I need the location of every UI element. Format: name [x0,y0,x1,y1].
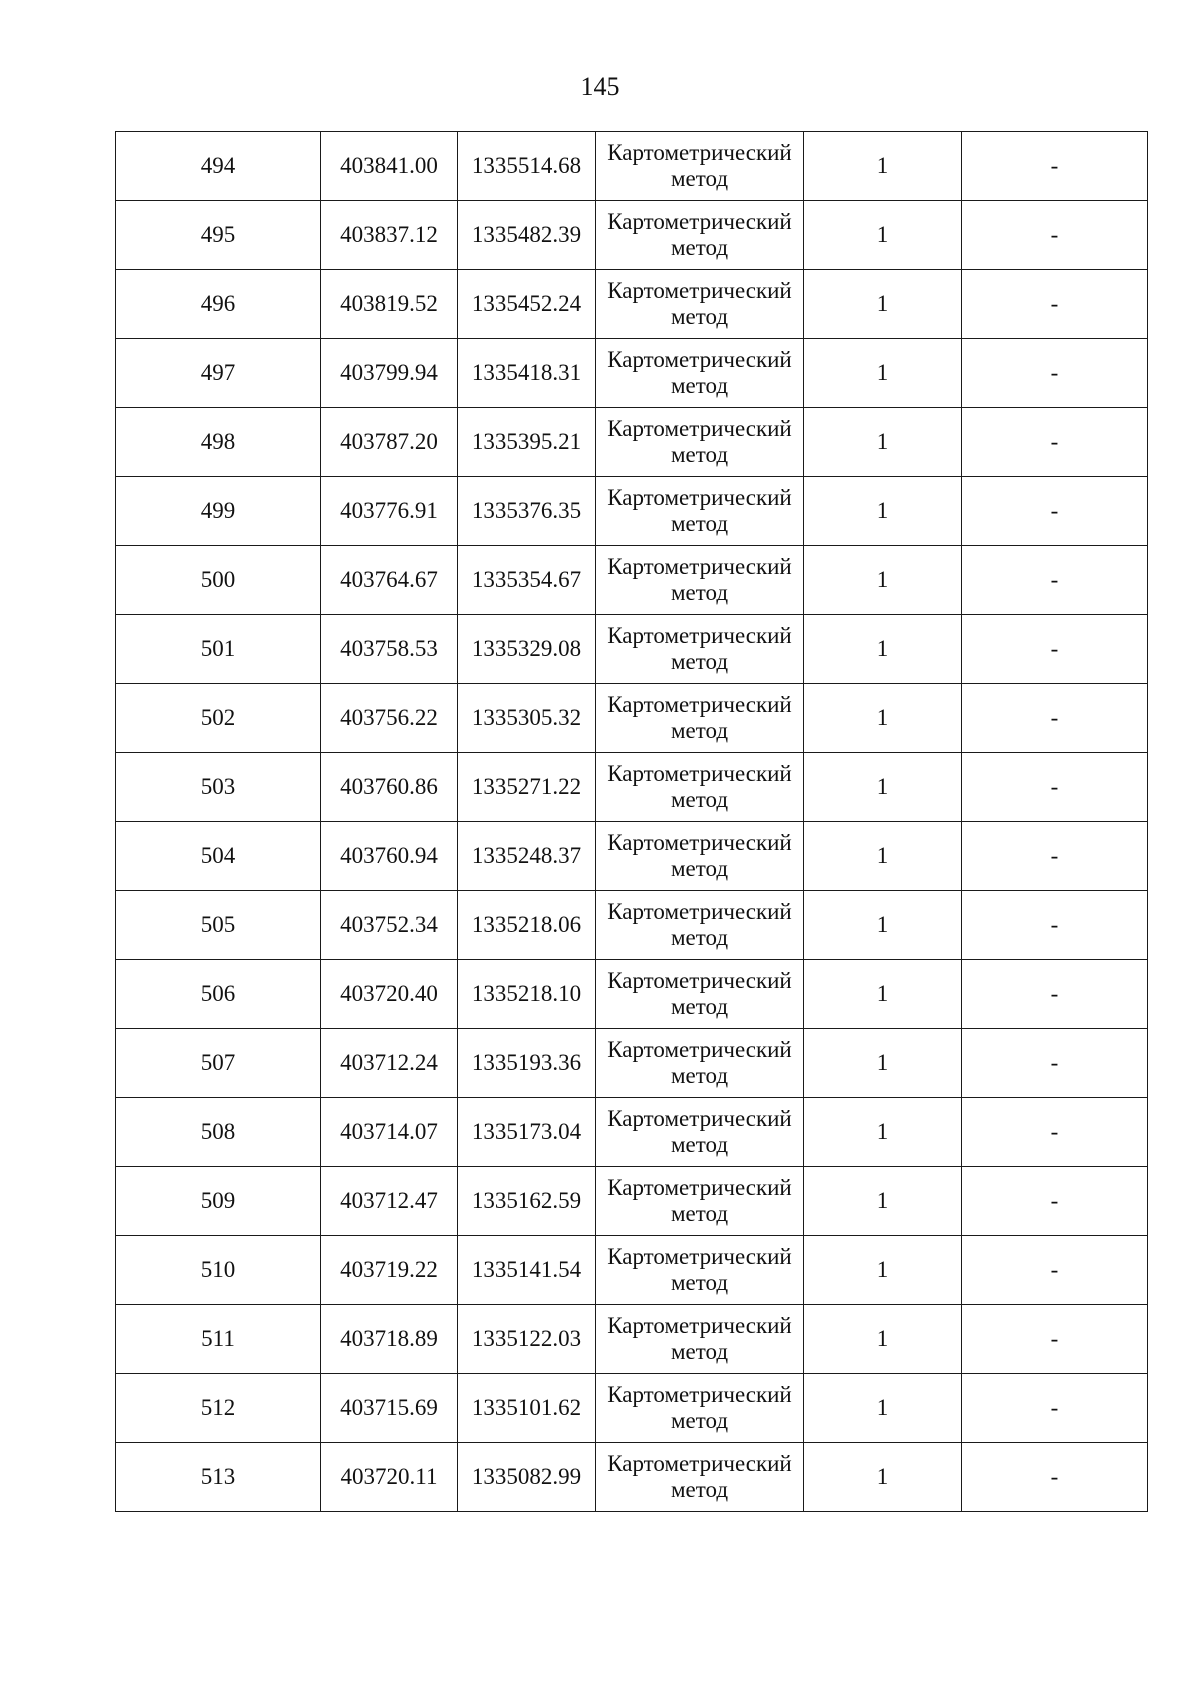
method-line-2: метод [670,235,729,260]
method-cell [596,1305,804,1374]
x-coordinate-cell: 403720.40 [321,960,458,1029]
y-coordinate-cell: 1335514.68 [458,132,596,201]
table-row [116,960,1148,1029]
point-number-cell: 500 [116,546,321,615]
x-coordinate-cell: 403760.86 [321,753,458,822]
table-row [116,753,1148,822]
method-cell [596,684,804,753]
point-number-cell: 497 [116,339,321,408]
point-number-cell: 508 [116,1098,321,1167]
x-coordinate-cell: 403718.89 [321,1305,458,1374]
method-cell [596,201,804,270]
accuracy-cell: 1 [804,1374,962,1443]
accuracy-cell: 1 [804,477,962,546]
table-row [116,1167,1148,1236]
x-coordinate-cell: 403837.12 [321,201,458,270]
point-number-cell: 499 [116,477,321,546]
note-cell: - [962,1029,1148,1098]
method-line-2: метод [670,511,729,536]
method-line-2: метод [670,1063,729,1088]
point-number-cell: 502 [116,684,321,753]
accuracy-cell: 1 [804,960,962,1029]
method-line-2: метод [670,1201,729,1226]
accuracy-cell: 1 [804,822,962,891]
method-line-2: метод [670,1132,729,1157]
table-row [116,1443,1148,1512]
method-line-1: Картометрический [607,278,792,303]
method-line-1: Картометрический [607,1037,792,1062]
y-coordinate-cell: 1335173.04 [458,1098,596,1167]
method-line-1: Картометрический [607,209,792,234]
method-cell [596,1098,804,1167]
note-cell: - [962,132,1148,201]
point-number-cell: 513 [116,1443,321,1512]
note-cell: - [962,1305,1148,1374]
table-row [116,270,1148,339]
table-row [116,132,1148,201]
table-row [116,477,1148,546]
method-line-1: Картометрический [607,416,792,441]
x-coordinate-cell: 403799.94 [321,339,458,408]
method-cell [596,408,804,477]
coordinates-table-body [116,132,1148,1512]
method-cell [596,753,804,822]
accuracy-cell: 1 [804,753,962,822]
method-cell [596,1167,804,1236]
y-coordinate-cell: 1335248.37 [458,822,596,891]
method-line-1: Картометрический [607,1175,792,1200]
method-cell [596,1236,804,1305]
note-cell: - [962,270,1148,339]
method-cell [596,1374,804,1443]
note-cell: - [962,891,1148,960]
method-line-2: метод [670,1339,729,1364]
accuracy-cell: 1 [804,408,962,477]
method-cell [596,615,804,684]
point-number-cell: 498 [116,408,321,477]
accuracy-cell: 1 [804,201,962,270]
method-line-2: метод [670,856,729,881]
x-coordinate-cell: 403758.53 [321,615,458,684]
method-line-1: Картометрический [607,1106,792,1131]
accuracy-cell: 1 [804,339,962,408]
method-line-2: метод [670,1477,729,1502]
method-line-1: Картометрический [607,623,792,648]
method-line-2: метод [670,994,729,1019]
y-coordinate-cell: 1335218.10 [458,960,596,1029]
note-cell: - [962,960,1148,1029]
accuracy-cell: 1 [804,891,962,960]
method-line-1: Картометрический [607,554,792,579]
method-line-1: Картометрический [607,347,792,372]
note-cell: - [962,1098,1148,1167]
method-line-2: метод [670,304,729,329]
accuracy-cell: 1 [804,1236,962,1305]
table-row [116,1236,1148,1305]
table-row [116,615,1148,684]
note-cell: - [962,408,1148,477]
x-coordinate-cell: 403764.67 [321,546,458,615]
point-number-cell: 494 [116,132,321,201]
method-line-1: Картометрический [607,968,792,993]
method-line-1: Картометрический [607,899,792,924]
note-cell: - [962,1167,1148,1236]
method-line-2: метод [670,1270,729,1295]
point-number-cell: 507 [116,1029,321,1098]
point-number-cell: 509 [116,1167,321,1236]
method-line-2: метод [670,442,729,467]
x-coordinate-cell: 403776.91 [321,477,458,546]
table-row [116,891,1148,960]
accuracy-cell: 1 [804,684,962,753]
point-number-cell: 505 [116,891,321,960]
method-line-2: метод [670,580,729,605]
point-number-cell: 496 [116,270,321,339]
y-coordinate-cell: 1335141.54 [458,1236,596,1305]
method-line-2: метод [670,787,729,812]
table-row [116,1098,1148,1167]
y-coordinate-cell: 1335354.67 [458,546,596,615]
accuracy-cell: 1 [804,1443,962,1512]
y-coordinate-cell: 1335418.31 [458,339,596,408]
method-line-1: Картометрический [607,1244,792,1269]
y-coordinate-cell: 1335376.35 [458,477,596,546]
method-line-1: Картометрический [607,1313,792,1338]
x-coordinate-cell: 403715.69 [321,1374,458,1443]
y-coordinate-cell: 1335101.62 [458,1374,596,1443]
accuracy-cell: 1 [804,1305,962,1374]
x-coordinate-cell: 403712.47 [321,1167,458,1236]
note-cell: - [962,1443,1148,1512]
note-cell: - [962,201,1148,270]
note-cell: - [962,477,1148,546]
y-coordinate-cell: 1335218.06 [458,891,596,960]
point-number-cell: 503 [116,753,321,822]
point-number-cell: 512 [116,1374,321,1443]
note-cell: - [962,546,1148,615]
y-coordinate-cell: 1335395.21 [458,408,596,477]
y-coordinate-cell: 1335305.32 [458,684,596,753]
accuracy-cell: 1 [804,1167,962,1236]
method-cell [596,822,804,891]
method-line-2: метод [670,718,729,743]
x-coordinate-cell: 403720.11 [321,1443,458,1512]
note-cell: - [962,753,1148,822]
table-row [116,684,1148,753]
method-line-1: Картометрический [607,485,792,510]
note-cell: - [962,1374,1148,1443]
x-coordinate-cell: 403756.22 [321,684,458,753]
point-number-cell: 501 [116,615,321,684]
method-cell [596,960,804,1029]
method-line-2: метод [670,1408,729,1433]
accuracy-cell: 1 [804,132,962,201]
method-line-1: Картометрический [607,1451,792,1476]
y-coordinate-cell: 1335122.03 [458,1305,596,1374]
x-coordinate-cell: 403752.34 [321,891,458,960]
accuracy-cell: 1 [804,546,962,615]
y-coordinate-cell: 1335162.59 [458,1167,596,1236]
method-line-1: Картометрический [607,761,792,786]
method-line-1: Картометрический [607,692,792,717]
x-coordinate-cell: 403712.24 [321,1029,458,1098]
table-row [116,1305,1148,1374]
table-row [116,1029,1148,1098]
method-cell [596,1029,804,1098]
y-coordinate-cell: 1335452.24 [458,270,596,339]
note-cell: - [962,339,1148,408]
accuracy-cell: 1 [804,270,962,339]
y-coordinate-cell: 1335271.22 [458,753,596,822]
note-cell: - [962,615,1148,684]
method-cell [596,339,804,408]
method-line-1: Картометрический [607,140,792,165]
method-cell [596,270,804,339]
table-row [116,822,1148,891]
method-line-2: метод [670,649,729,674]
table-row [116,339,1148,408]
method-cell [596,891,804,960]
table-row [116,1374,1148,1443]
method-cell [596,546,804,615]
table-row [116,408,1148,477]
page-number: 145 [580,72,620,101]
method-cell [596,477,804,546]
method-line-2: метод [670,166,729,191]
accuracy-cell: 1 [804,615,962,684]
y-coordinate-cell: 1335329.08 [458,615,596,684]
table-row [116,546,1148,615]
point-number-cell: 511 [116,1305,321,1374]
note-cell: - [962,822,1148,891]
x-coordinate-cell: 403719.22 [321,1236,458,1305]
table-row [116,201,1148,270]
y-coordinate-cell: 1335193.36 [458,1029,596,1098]
note-cell: - [962,1236,1148,1305]
method-line-2: метод [670,373,729,398]
method-cell [596,132,804,201]
point-number-cell: 506 [116,960,321,1029]
note-cell: - [962,684,1148,753]
method-line-1: Картометрический [607,1382,792,1407]
point-number-cell: 495 [116,201,321,270]
method-line-2: метод [670,925,729,950]
method-cell [596,1443,804,1512]
y-coordinate-cell: 1335482.39 [458,201,596,270]
accuracy-cell: 1 [804,1098,962,1167]
point-number-cell: 510 [116,1236,321,1305]
x-coordinate-cell: 403760.94 [321,822,458,891]
method-line-1: Картометрический [607,830,792,855]
x-coordinate-cell: 403714.07 [321,1098,458,1167]
x-coordinate-cell: 403787.20 [321,408,458,477]
x-coordinate-cell: 403841.00 [321,132,458,201]
x-coordinate-cell: 403819.52 [321,270,458,339]
point-number-cell: 504 [116,822,321,891]
coordinates-table [115,131,1148,1512]
y-coordinate-cell: 1335082.99 [458,1443,596,1512]
accuracy-cell: 1 [804,1029,962,1098]
